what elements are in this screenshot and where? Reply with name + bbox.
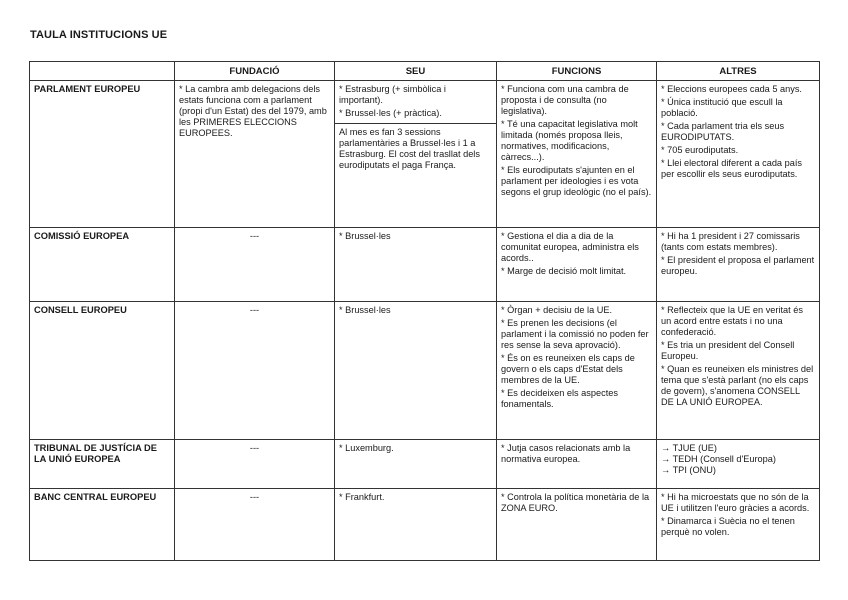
cell-fundacio: ---	[175, 440, 335, 489]
table-row	[30, 440, 820, 489]
cell-altres	[657, 228, 820, 302]
table-row	[30, 228, 820, 302]
altres-item: * Hi ha 1 president i 27 comissaris (tants com estats membres).	[661, 231, 800, 252]
cell-fundacio: ---	[175, 489, 335, 561]
altres-item: * Hi ha microestats que no són de la UE i utilitzen l'euro gràcies a acords.	[661, 492, 810, 513]
cell-seu	[335, 440, 497, 489]
altres-item: * Única institució que escull la població.	[661, 97, 783, 118]
row-name: BANC CENTRAL EUROPEU	[30, 489, 175, 561]
funcio-item: * És on es reuneixen els caps de govern o els caps d'Estat dels membres de la UE.	[501, 353, 635, 385]
cell-altres	[657, 81, 820, 228]
altres-item: * Llei electoral diferent a cada país per escollir els seus eurodiputats.	[661, 158, 802, 179]
cell-funcions	[497, 302, 657, 440]
cell-seu	[335, 489, 497, 561]
cell-funcions	[497, 228, 657, 302]
seu-item: * Brussel·les (+ pràctica).	[339, 108, 442, 118]
header-altres: ALTRES	[657, 62, 820, 81]
header-seu: SEU	[335, 62, 497, 81]
altres-item: → TPI (ONU)	[661, 465, 716, 475]
header-fundacio: FUNDACIÓ	[175, 62, 335, 81]
seu-item: * Estrasburg (+ simbòlica i important).	[339, 84, 446, 105]
funcio-item: * Gestiona el dia a dia de la comunitat europea, administra els acords..	[501, 231, 639, 263]
altres-item: * Cada parlament tria els seus EURODIPUTATS.	[661, 121, 785, 142]
altres-item: * Reflecteix que la UE en veritat és un acord entre estats i no una confederació.	[661, 305, 803, 337]
table-row	[30, 81, 820, 228]
seu-item: * Frankfurt.	[339, 492, 385, 502]
altres-item: * Quan es reuneixen els ministres del tema que s'està parlant (no els caps de govern), s'anomena CONSELL DE LA UNIÓ EUROPEA.	[661, 364, 814, 407]
funcio-item: * Es decideixen els aspectes fonamentals.	[501, 388, 618, 409]
institutions-table	[29, 61, 820, 561]
cell-funcions	[497, 440, 657, 489]
header-empty	[30, 62, 175, 81]
cell-funcions	[497, 489, 657, 561]
cell-fundacio: ---	[175, 302, 335, 440]
altres-item: → TJUE (UE)	[661, 443, 717, 453]
funcio-item: * Es prenen les decisions (el parlament i la comissió no poden fer res sense la seva aprovació).	[501, 318, 649, 350]
cell-fundacio: ---	[175, 228, 335, 302]
cell-fundacio: * La cambra amb delegacions dels estats funciona com a parlament (propi d'un Estat) des del 1979, amb les PRIMERES ELECCIONS EUROPEES.	[175, 81, 335, 228]
seu-item: * Luxemburg.	[339, 443, 394, 453]
seu-item: * Brussel·les	[339, 231, 391, 241]
cell-altres	[657, 302, 820, 440]
cell-seu	[335, 228, 497, 302]
row-name: TRIBUNAL DE JUSTÍCIA DE LA UNIÓ EUROPEA	[30, 440, 175, 489]
page-title: TAULA INSTITUCIONS UE	[30, 29, 168, 41]
funcio-item: * Marge de decisió molt limitat.	[501, 266, 627, 276]
funcio-item: * Òrgan + decisiu de la UE.	[501, 305, 613, 315]
cell-altres	[657, 440, 820, 489]
table-row	[30, 489, 820, 561]
funcio-item: * Els eurodiputats s'ajunten en el parlament per ideologies i es vota segons el grup ideològic (no el país).	[501, 165, 652, 197]
altres-item: * Es tria un president del Consell Europeu.	[661, 340, 795, 361]
seu-item: * Brussel·les	[339, 305, 391, 315]
funcio-item: * Té una capacitat legislativa molt limitada (només proposa lleis, normatives, modificacions, càrrecs...).	[501, 119, 638, 162]
altres-item: * Eleccions europees cada 5 anys.	[661, 84, 802, 94]
funcio-item: * Controla la política monetària de la ZONA EURO.	[501, 492, 650, 513]
seu-note: Al mes es fan 3 sessions parlamentàries a Brussel·les i 1 a Estrasburg. El cost del trasllat dels eurodiputats el paga França.	[339, 127, 480, 170]
cell-seu	[335, 302, 497, 440]
altres-item: * 705 eurodiputats.	[661, 145, 739, 155]
cell-funcions	[497, 81, 657, 228]
cell-divider	[335, 123, 496, 124]
table-header-row	[30, 62, 820, 81]
funcio-item: * Jutja casos relacionats amb la normativa europea.	[501, 443, 631, 464]
header-funcions: FUNCIONS	[497, 62, 657, 81]
row-name: PARLAMENT EUROPEU	[30, 81, 175, 228]
table-row	[30, 302, 820, 440]
altres-item: * Dinamarca i Suècia no el tenen perquè no volen.	[661, 516, 795, 537]
row-name: COMISSIÓ EUROPEA	[30, 228, 175, 302]
altres-item: → TEDH (Consell d'Europa)	[661, 454, 776, 464]
row-name: CONSELL EUROPEU	[30, 302, 175, 440]
funcio-item: * Funciona com una cambra de proposta i de consulta (no legislativa).	[501, 84, 629, 116]
cell-altres	[657, 489, 820, 561]
altres-item: * El president el proposa el parlament europeu.	[661, 255, 815, 276]
cell-seu	[335, 81, 497, 228]
